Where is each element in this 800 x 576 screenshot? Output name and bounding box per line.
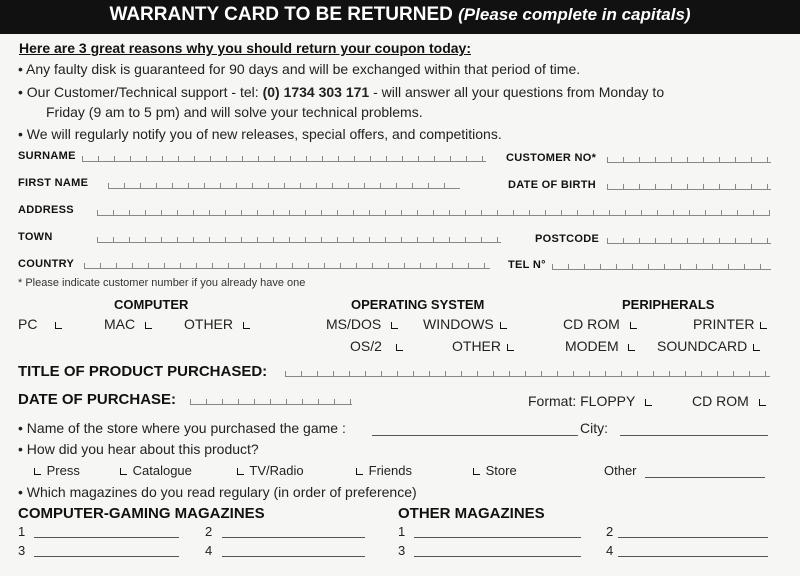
friends-label: Friends — [368, 463, 412, 478]
gaming-mag-input-3[interactable] — [34, 556, 179, 557]
other-mag-num-2: 2 — [606, 524, 614, 539]
header-title: WARRANTY CARD TO BE RETURNED — [109, 4, 453, 25]
other-mag-num-3: 3 — [398, 543, 406, 558]
card-header — [0, 0, 800, 34]
support-phone: (0) 1734 303 171 — [262, 84, 370, 100]
reason-2-cont: - will answer all your questions from Monday to — [373, 84, 665, 100]
reason-1: • Any faulty disk is guaranteed for 90 days and will be exchanged within that period of time. — [18, 61, 581, 77]
reason-2-text: • Our Customer/Technical support - tel: — [18, 84, 259, 100]
option-windows[interactable] — [423, 316, 509, 332]
os2-label: OS/2 — [350, 338, 382, 354]
printer-label: PRINTER — [693, 316, 755, 332]
customer-note: * Please indicate customer number if you already have one — [18, 277, 306, 289]
pc-checkbox[interactable] — [55, 322, 62, 329]
other-mag-num-4: 4 — [606, 543, 614, 558]
hear-other-label: Other — [604, 463, 637, 478]
format-floppy-label: Format: FLOPPY — [528, 393, 636, 409]
hear-press[interactable] — [32, 463, 80, 478]
format-floppy[interactable] — [528, 393, 654, 409]
tvradio-checkbox[interactable] — [237, 468, 244, 475]
windows-label: WINDOWS — [423, 316, 494, 332]
computer-other-checkbox[interactable] — [243, 322, 250, 329]
reason-2-line2: Friday (9 am to 5 pm) and will solve your technical problems. — [46, 104, 423, 120]
cdrom-label: CD ROM — [563, 316, 620, 332]
dob-label: DATE OF BIRTH — [508, 179, 597, 191]
gaming-mag-num-3: 3 — [18, 543, 26, 558]
mac-checkbox[interactable] — [145, 322, 152, 329]
soundcard-label: SOUNDCARD — [657, 338, 748, 354]
computer-other-label: OTHER — [184, 316, 233, 332]
option-computer-other[interactable] — [184, 316, 252, 332]
hear-store[interactable] — [471, 463, 517, 478]
other-mag-input-1[interactable] — [414, 537, 581, 538]
purchase-date-label: DATE OF PURCHASE: — [18, 391, 177, 408]
other-mag-input-2[interactable] — [618, 537, 768, 538]
msdos-checkbox[interactable] — [391, 322, 398, 329]
surname-label: SURNAME — [18, 150, 76, 162]
store-input[interactable] — [372, 435, 578, 436]
catalogue-label: Catalogue — [132, 463, 192, 478]
hear-tvradio[interactable] — [235, 463, 304, 478]
option-pc[interactable] — [18, 316, 64, 332]
os-other-label: OTHER — [452, 338, 501, 354]
reasons-title: Here are 3 great reasons why you should return your coupon today: — [19, 40, 471, 56]
gaming-mag-num-4: 4 — [205, 543, 213, 558]
option-cdrom[interactable] — [563, 316, 639, 332]
soundcard-checkbox[interactable] — [753, 344, 760, 351]
press-checkbox[interactable] — [34, 468, 41, 475]
reason-2 — [18, 84, 664, 100]
other-magazines-heading: OTHER MAGAZINES — [398, 505, 545, 522]
pc-label: PC — [18, 316, 38, 332]
header-subtitle: (Please complete in capitals) — [458, 5, 691, 24]
option-msdos[interactable] — [326, 316, 400, 332]
option-os2[interactable] — [350, 338, 405, 354]
floppy-checkbox[interactable] — [645, 399, 652, 406]
country-field[interactable] — [84, 257, 490, 269]
hear-other-input[interactable] — [645, 477, 765, 478]
other-mag-input-3[interactable] — [414, 556, 581, 557]
option-mac[interactable] — [104, 316, 154, 332]
postcode-label: POSTCODE — [535, 233, 600, 245]
postcode-field[interactable] — [607, 232, 771, 244]
option-os-other[interactable] — [452, 338, 516, 354]
windows-checkbox[interactable] — [500, 322, 507, 329]
city-label: City: — [580, 420, 608, 436]
purchase-date-field[interactable] — [190, 393, 352, 405]
surname-field[interactable] — [82, 150, 486, 162]
mac-label: MAC — [104, 316, 136, 332]
gaming-mag-input-1[interactable] — [34, 537, 179, 538]
tvradio-label: TV/Radio — [249, 463, 304, 478]
dob-field[interactable] — [607, 178, 771, 190]
msdos-label: MS/DOS — [326, 316, 382, 332]
gaming-mag-num-1: 1 — [18, 524, 26, 539]
format-cdrom[interactable] — [692, 393, 768, 409]
format-cdrom-label: CD ROM — [692, 393, 749, 409]
modem-checkbox[interactable] — [628, 344, 635, 351]
hear-question: • How did you hear about this product? — [18, 441, 259, 457]
friends-checkbox[interactable] — [356, 468, 363, 475]
address-label: ADDRESS — [18, 204, 74, 216]
customer-no-label: CUSTOMER NO* — [506, 152, 597, 164]
catalogue-checkbox[interactable] — [120, 468, 127, 475]
option-soundcard[interactable] — [657, 338, 762, 354]
address-field[interactable] — [97, 204, 770, 216]
first-name-label: FIRST NAME — [18, 177, 89, 189]
store-label: Store — [485, 463, 517, 478]
store-checkbox[interactable] — [473, 468, 480, 475]
country-label: COUNTRY — [18, 258, 75, 270]
magazines-question: • Which magazines do you read regulary (in order of preference) — [18, 484, 417, 500]
gaming-mag-num-2: 2 — [205, 524, 213, 539]
gaming-mag-input-4[interactable] — [222, 556, 365, 557]
customer-no-field[interactable] — [607, 151, 771, 163]
press-label: Press — [46, 463, 80, 478]
os2-checkbox[interactable] — [396, 344, 403, 351]
peripherals-heading: PERIPHERALS — [622, 297, 715, 312]
town-field[interactable] — [97, 231, 501, 243]
format-cdrom-checkbox[interactable] — [759, 399, 766, 406]
hear-catalogue[interactable] — [118, 463, 192, 478]
cdrom-checkbox[interactable] — [630, 322, 637, 329]
product-title-label: TITLE OF PRODUCT PURCHASED: — [18, 363, 268, 380]
os-heading: OPERATING SYSTEM — [351, 297, 485, 312]
product-title-field[interactable] — [285, 365, 770, 377]
option-modem[interactable] — [565, 338, 637, 354]
gaming-magazines-heading: COMPUTER-GAMING MAGAZINES — [18, 505, 265, 522]
hear-friends[interactable] — [354, 463, 412, 478]
other-mag-input-4[interactable] — [618, 556, 768, 557]
reason-3: • We will regularly notify you of new releases, special offers, and competitions. — [18, 126, 502, 142]
printer-checkbox[interactable] — [760, 322, 767, 329]
other-mag-num-1: 1 — [398, 524, 406, 539]
tel-label: TEL N° — [508, 259, 546, 271]
city-input[interactable] — [620, 435, 768, 436]
gaming-mag-input-2[interactable] — [222, 537, 365, 538]
tel-field[interactable] — [552, 258, 771, 270]
first-name-field[interactable] — [108, 177, 460, 189]
modem-label: MODEM — [565, 338, 619, 354]
town-label: TOWN — [18, 231, 53, 243]
store-question: • Name of the store where you purchased the game : — [18, 420, 346, 436]
os-other-checkbox[interactable] — [507, 344, 514, 351]
computer-heading: COMPUTER — [114, 297, 189, 312]
option-printer[interactable] — [693, 316, 769, 332]
